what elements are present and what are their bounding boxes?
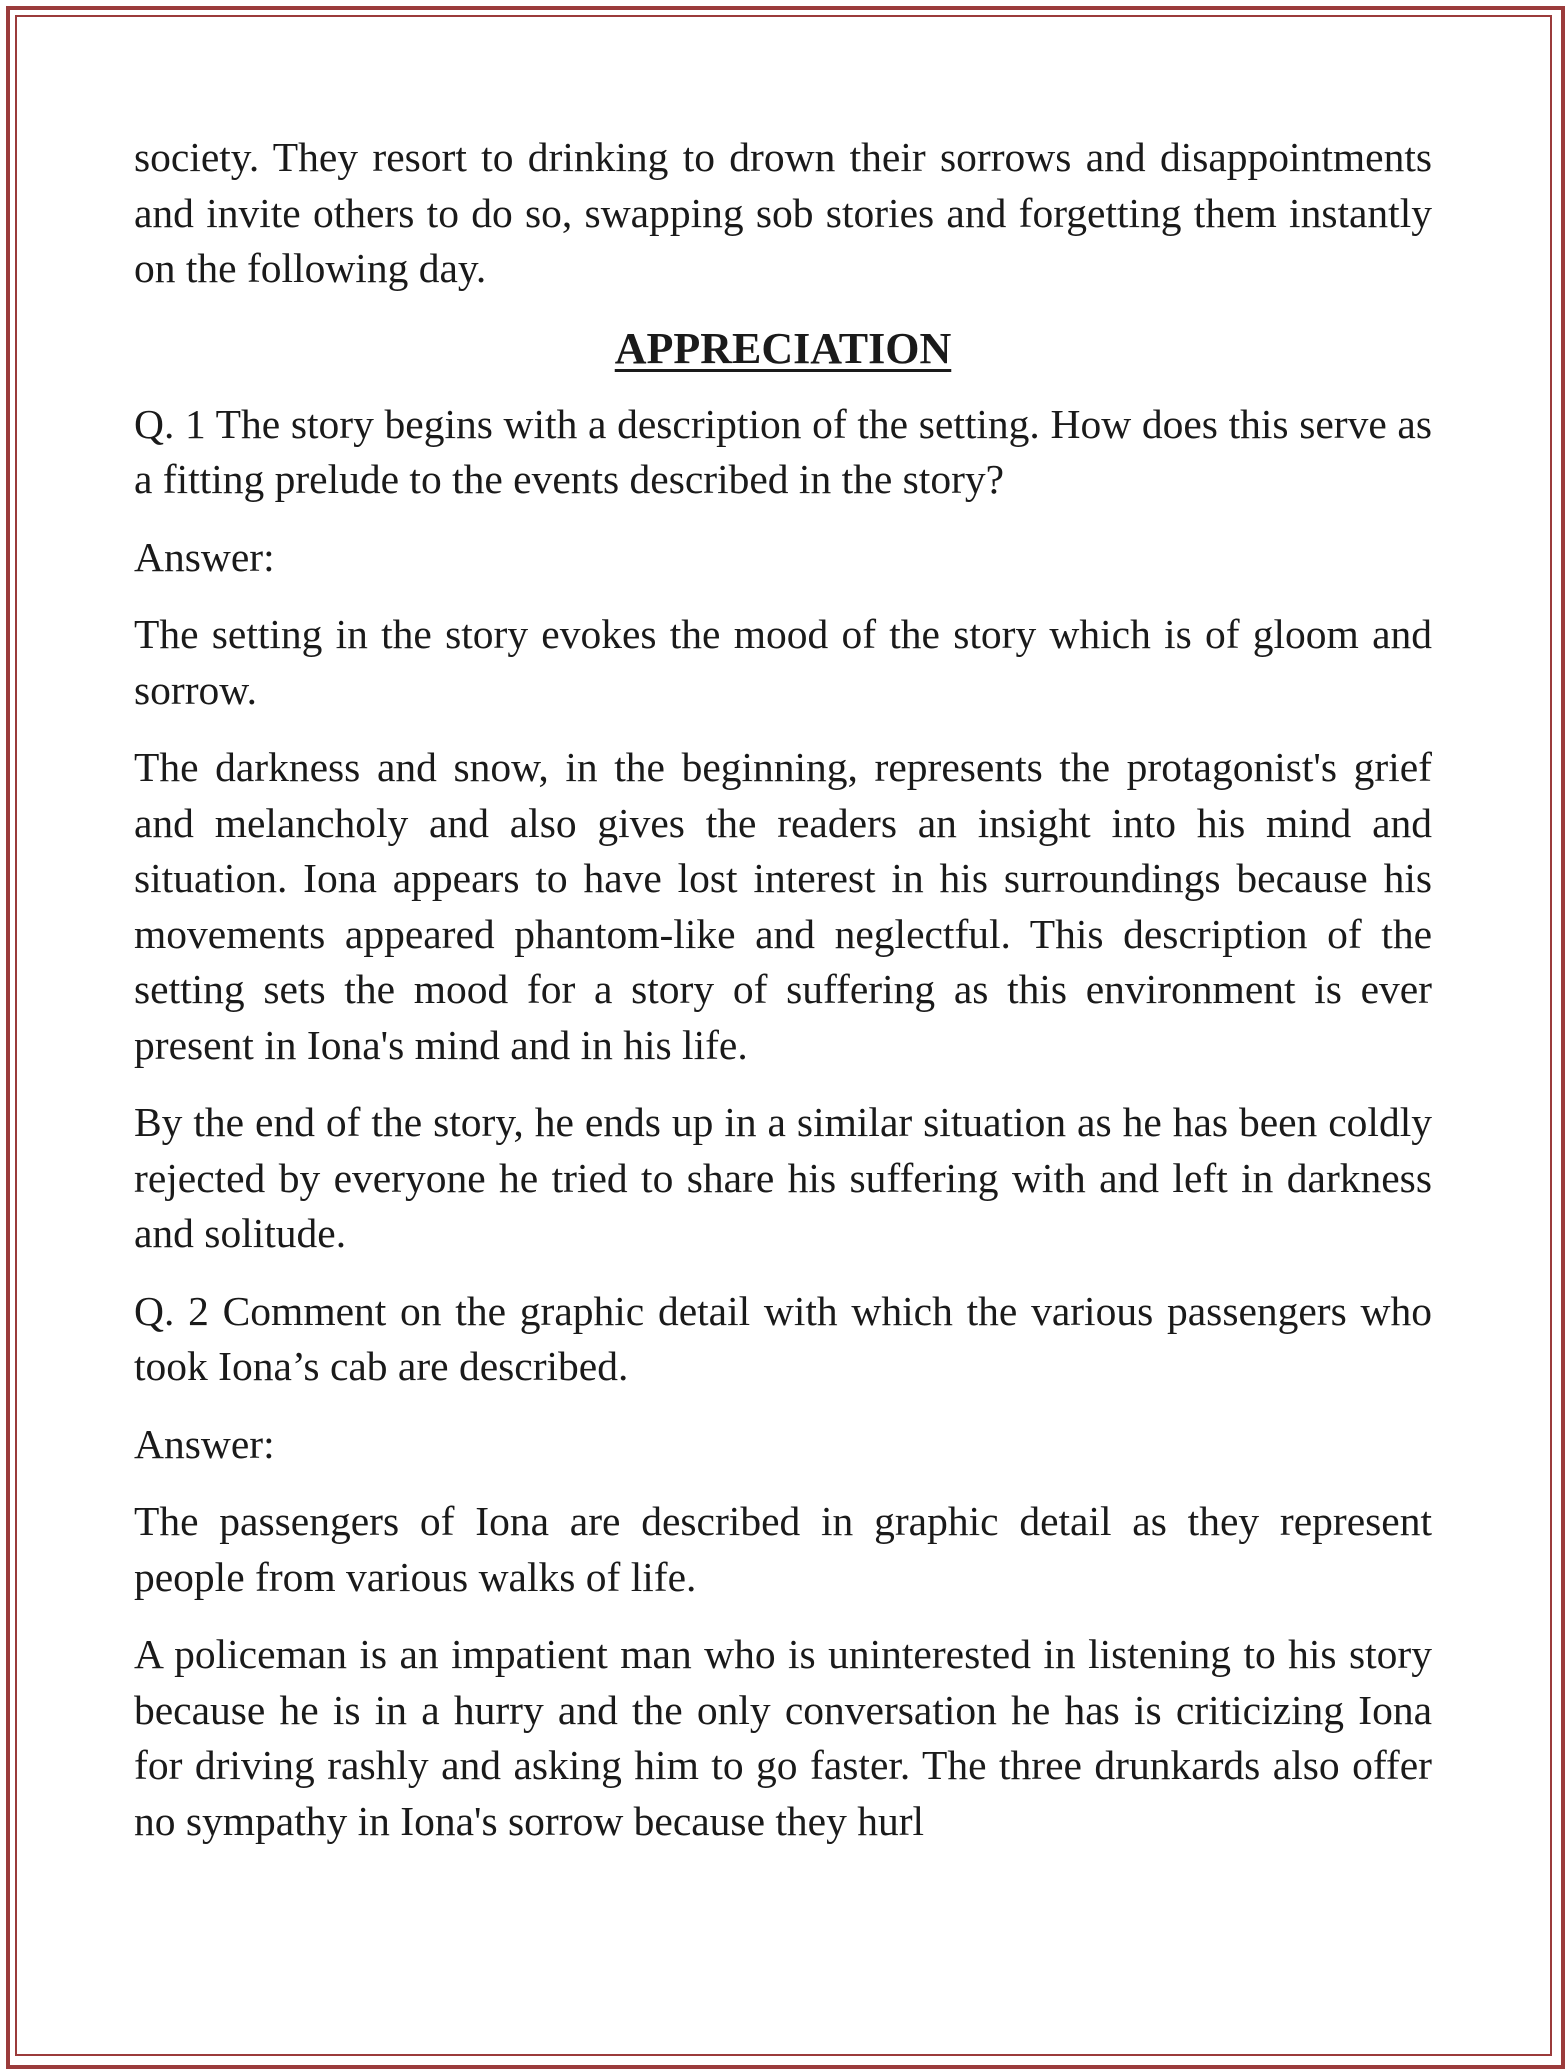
- answer-2-paragraph-2: A policeman is an impatient man who is uninterested in listening to his story because he is in a hurry and the only conversation he has is criticizing Iona for driving rashly and asking him to go faster. The three drunkards also offer no sympathy in Iona's sorrow because they hurl: [134, 1631, 1432, 1844]
- paragraph-intro: society. They resort to drinking to drown their sorrows and disappointments and invite others to do so, swapping sob stories and forgetting them instantly on the following day.: [134, 134, 1432, 291]
- section-heading: APPRECIATION: [614, 323, 952, 373]
- answer-label-1: Answer:: [134, 533, 275, 580]
- answer-1-paragraph-1: The setting in the story evokes the mood of the story which is of gloom and sorrow.: [134, 611, 1432, 713]
- question-2: Q. 2 Comment on the graphic detail with which the various passengers who took Iona’s cab are described.: [134, 1287, 1432, 1389]
- answer-1-paragraph-2: The darkness and snow, in the beginning, represents the protagonist's grief and melancholy and also gives the readers an insight into his mind and situation. Iona appears to have lost interest in his surroundings because his movements appeared phantom-like and neglectful. This description of the setting sets the mood for a story of suffering as this environment is ever present in Iona's mind and in his life.: [134, 744, 1432, 1068]
- document-body: [134, 130, 1432, 1871]
- question-1: Q. 1 The story begins with a description of the setting. How does this serve as a fitting prelude to the events described in the story?: [134, 400, 1432, 502]
- answer-1-paragraph-3: By the end of the story, he ends up in a similar situation as he has been coldly rejected by everyone he tried to share his suffering with and left in darkness and solitude.: [134, 1099, 1432, 1256]
- answer-2-paragraph-1: The passengers of Iona are described in graphic detail as they represent people from various walks of life.: [134, 1498, 1432, 1600]
- answer-label-2: Answer:: [134, 1420, 275, 1467]
